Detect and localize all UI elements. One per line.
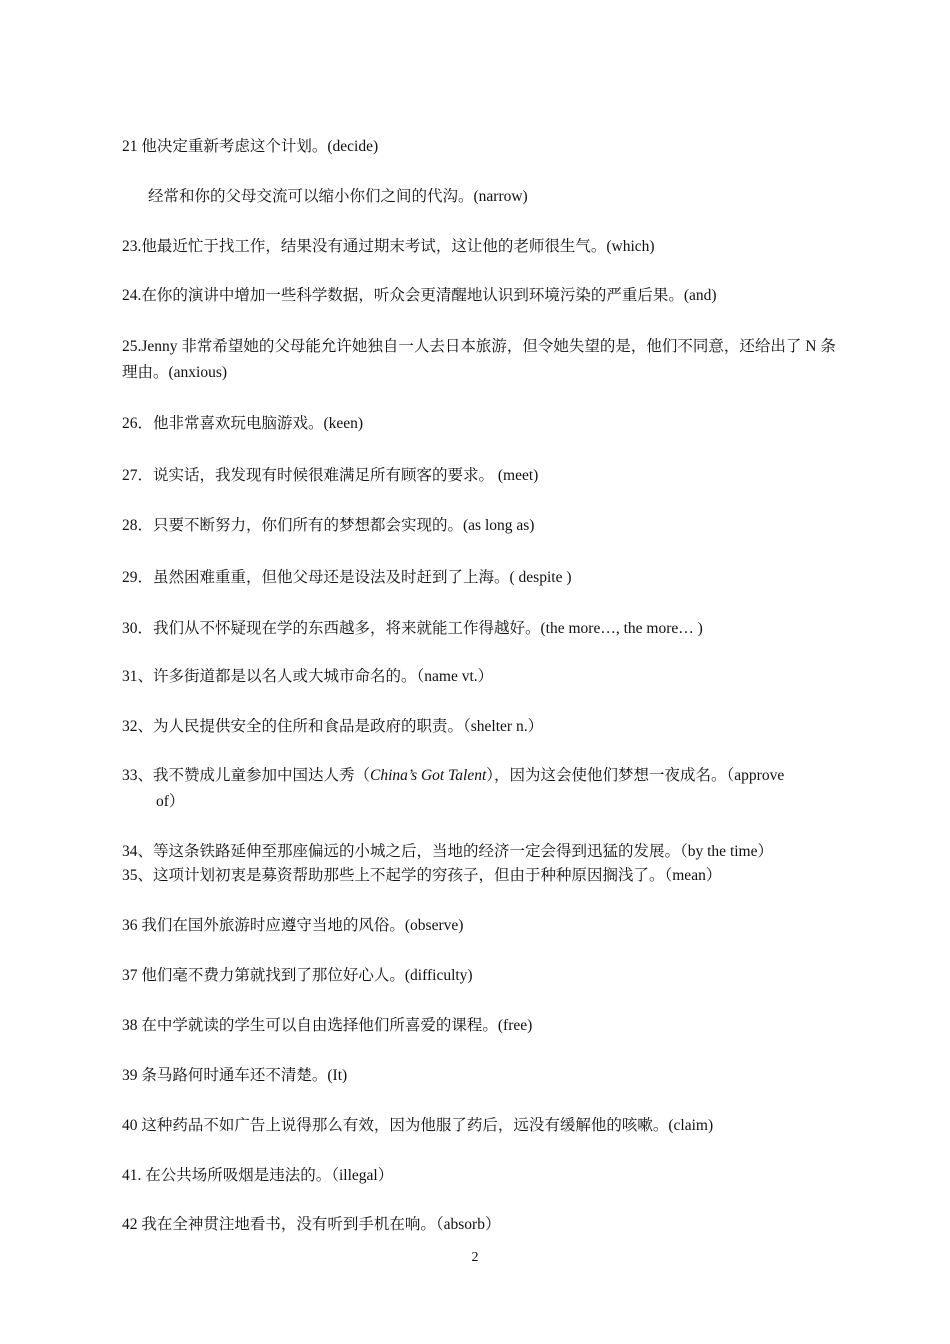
- question-37: 37 他们毫不费力第就找到了那位好心人。(difficulty): [122, 967, 473, 984]
- question-32: 32、为人民提供安全的住所和食品是政府的职责。（shelter n.）: [122, 718, 544, 735]
- question-25: 25.Jenny 非常希望她的父母能允许她独自一人去日本旅游，但令她失望的是，他们不同意，还给出了 N 条理由。(anxious): [122, 338, 836, 381]
- question-33-text-end: ），因为这会使他们梦想一夜成名。（approve: [486, 767, 785, 784]
- question-41: 41. 在公共场所吸烟是违法的。（illegal）: [122, 1167, 394, 1184]
- question-24: 24.在你的演讲中增加一些科学数据，听众会更清醒地认识到环境污染的严重后果。(and): [122, 287, 717, 304]
- question-28: 28．只要不断努力，你们所有的梦想都会实现的。(as long as): [122, 517, 535, 534]
- question-38: 38 在中学就读的学生可以自由选择他们所喜爱的课程。(free): [122, 1017, 533, 1034]
- question-42: 42 我在全神贯注地看书，没有听到手机在响。（absorb）: [122, 1216, 501, 1233]
- question-33: [122, 763, 842, 815]
- question-33-show-title: China’s Got Talent: [370, 767, 487, 784]
- question-31: 31、许多街道都是以名人或大城市命名的。（name vt.）: [122, 668, 494, 685]
- question-30: 30．我们从不怀疑现在学的东西越多，将来就能工作得越好。(the more…, the more… ): [122, 620, 703, 637]
- question-33-continuation: of）: [156, 793, 185, 810]
- question-36: 36 我们在国外旅游时应遵守当地的风俗。(observe): [122, 917, 464, 934]
- question-23: 23.他最近忙于找工作，结果没有通过期末考试，这让他的老师很生气。(which): [122, 238, 655, 255]
- page-number: 2: [471, 1250, 479, 1265]
- question-33-text: 33、我不赞成儿童参加中国达人秀（: [122, 767, 371, 784]
- question-22: 经常和你的父母交流可以缩小你们之间的代沟。(narrow): [148, 188, 528, 205]
- question-34: 34、等这条铁路延伸至那座偏远的小城之后，当地的经济一定会得到迅猛的发展。（by the time）: [122, 843, 773, 860]
- question-26: 26．他非常喜欢玩电脑游戏。(keen): [122, 415, 364, 432]
- question-29: 29．虽然困难重重，但他父母还是设法及时赶到了上海。( despite ): [122, 569, 572, 586]
- question-27: 27．说实话，我发现有时候很难满足所有顾客的要求。 (meet): [122, 467, 539, 484]
- question-35: 35、这项计划初衷是募资帮助那些上不起学的穷孩子，但由于种种原因搁浅了。（mean）: [122, 867, 722, 884]
- question-40: 40 这种药品不如广告上说得那么有效，因为他服了药后，远没有缓解他的咳嗽。(claim): [122, 1117, 714, 1134]
- question-21: 21 他决定重新考虑这个计划。(decide): [122, 138, 379, 155]
- question-39: 39 条马路何时通车还不清楚。(It): [122, 1067, 348, 1084]
